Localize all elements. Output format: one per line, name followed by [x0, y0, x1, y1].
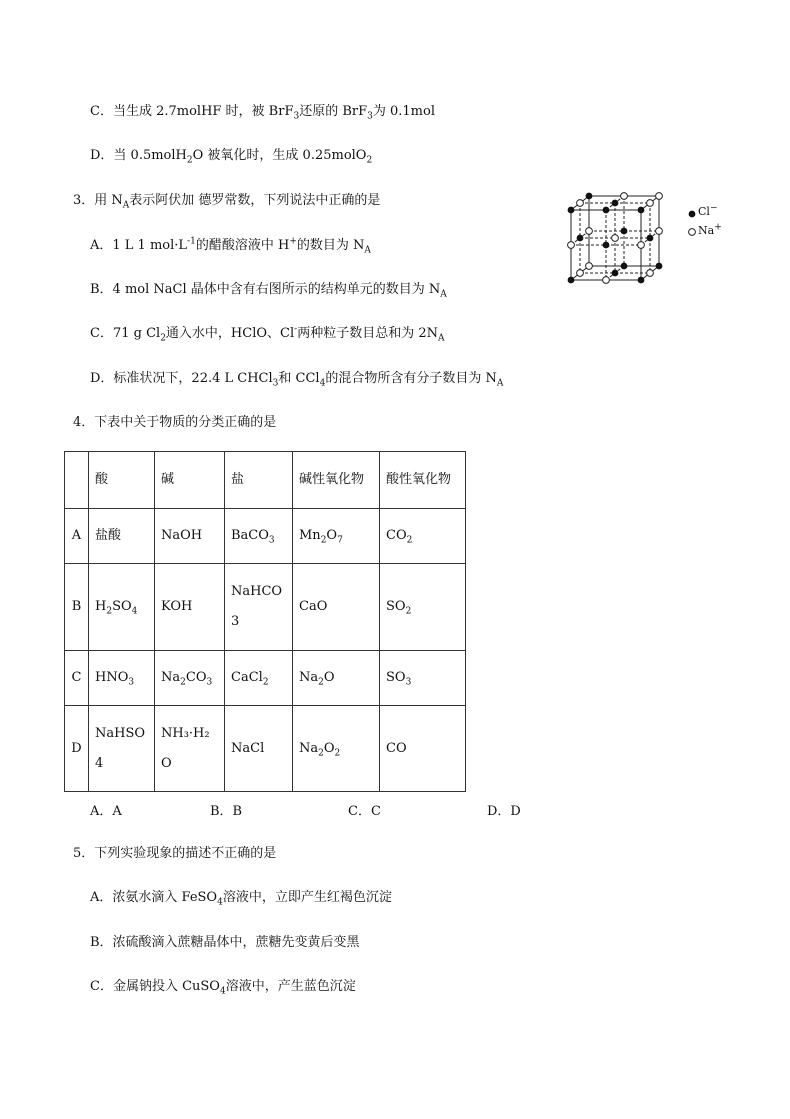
cell-acid: $H_2SO_4$	[89, 564, 155, 651]
cell-base: NaOH	[155, 509, 225, 564]
table-row-a	[65, 509, 466, 564]
legend-cl-label: Cl−	[698, 203, 718, 218]
table-header-row	[65, 452, 466, 509]
cell-acid: 盐酸	[89, 509, 155, 564]
cell-base: NH₃·H₂O	[155, 706, 225, 792]
cell-basic-oxide: $Na_2O_2$	[293, 706, 380, 792]
header-base: 碱	[155, 452, 225, 509]
q4-choices	[90, 800, 540, 820]
q3-option-d: D．标准状况下，22.4 L CHCl$_3$和 CCl$_4$的混合物所含有分子数目为 $N_A$	[90, 371, 504, 389]
cell-salt: CaCl$_2$	[225, 651, 293, 706]
q4-choice-a: A．A	[90, 804, 122, 819]
cell-acidic-oxide: $SO_2$	[380, 564, 466, 651]
cell-salt: BaCO$_3$	[225, 509, 293, 564]
q5-option-c: C．金属钠投入 CuSO$_4$溶液中，产生蓝色沉淀	[90, 979, 356, 997]
header-basic-oxide: 碱性氧化物	[293, 452, 380, 509]
cell-basic-oxide: CaO	[293, 564, 380, 651]
cell-acidic-oxide: $SO_3$	[380, 651, 466, 706]
table-corner-cell	[65, 452, 89, 509]
q5-stem: 5．下列实验现象的描述不正确的是	[73, 846, 277, 861]
q3-option-a: A．1 L 1 $mol\cdot L^{-1}$的醋酸溶液中 H+的数目为 $N_A$	[90, 236, 371, 256]
q5-option-a: A．浓氨水滴入 FeSO$_4$溶液中，立即产生红褐色沉淀	[90, 890, 392, 908]
cell-base: KOH	[155, 564, 225, 651]
table-row-d	[65, 706, 466, 792]
cell-acid: $HNO_3$	[89, 651, 155, 706]
q2-option-d: D．当 0.5molH$_2$O 被氧化时，生成 0.25molO$_2$	[90, 148, 373, 166]
table-row-c	[65, 651, 466, 706]
nacl-crystal-figure	[565, 188, 730, 292]
cell-basic-oxide: $Mn_2O_7$	[293, 509, 380, 564]
q3-option-b: B．4 mol NaCl 晶体中含有右图所示的结构单元的数目为 $N_A$	[90, 282, 447, 300]
row-label: B	[65, 564, 89, 651]
q4-choice-b: B．B	[210, 804, 243, 819]
q3-option-c: C．71 g $Cl_2$通入水中，HClO、Cl-两种粒子数目总和为 $2N_A$	[90, 324, 445, 344]
q4-choice-c: C．C	[348, 804, 381, 819]
q2-option-c: C．当生成 2.7molHF 时，被 BrF$_3$还原的 BrF$_3$为 0.1mol	[90, 104, 435, 122]
sodium-legend-icon	[689, 229, 696, 236]
header-acid: 酸	[89, 452, 155, 509]
cell-basic-oxide: $Na_2O$	[293, 651, 380, 706]
chloride-legend-icon	[689, 211, 696, 218]
cell-salt: NaHCO3	[225, 564, 293, 651]
table-row-b	[65, 564, 466, 651]
classification-table	[64, 451, 466, 792]
cell-acidic-oxide: $CO_2$	[380, 509, 466, 564]
cell-acidic-oxide: CO	[380, 706, 466, 792]
q4-choice-d: D．D	[487, 804, 521, 819]
row-label: C	[65, 651, 89, 706]
cell-base: $Na_2CO_3$	[155, 651, 225, 706]
q3-stem: 3．用 $N_A$表示阿伏加 德罗常数，下列说法中正确的是	[73, 193, 381, 211]
q5-option-b: B．浓硫酸滴入蔗糖晶体中，蔗糖先变黄后变黑	[90, 935, 360, 950]
legend-na-label: Na+	[698, 222, 722, 237]
cell-salt: NaCl	[225, 706, 293, 792]
q4-stem: 4．下表中关于物质的分类正确的是	[73, 415, 277, 430]
header-acidic-oxide: 酸性氧化物	[380, 452, 466, 509]
header-salt: 盐	[225, 452, 293, 509]
row-label: D	[65, 706, 89, 792]
row-label: A	[65, 509, 89, 564]
cell-acid: NaHSO4	[89, 706, 155, 792]
